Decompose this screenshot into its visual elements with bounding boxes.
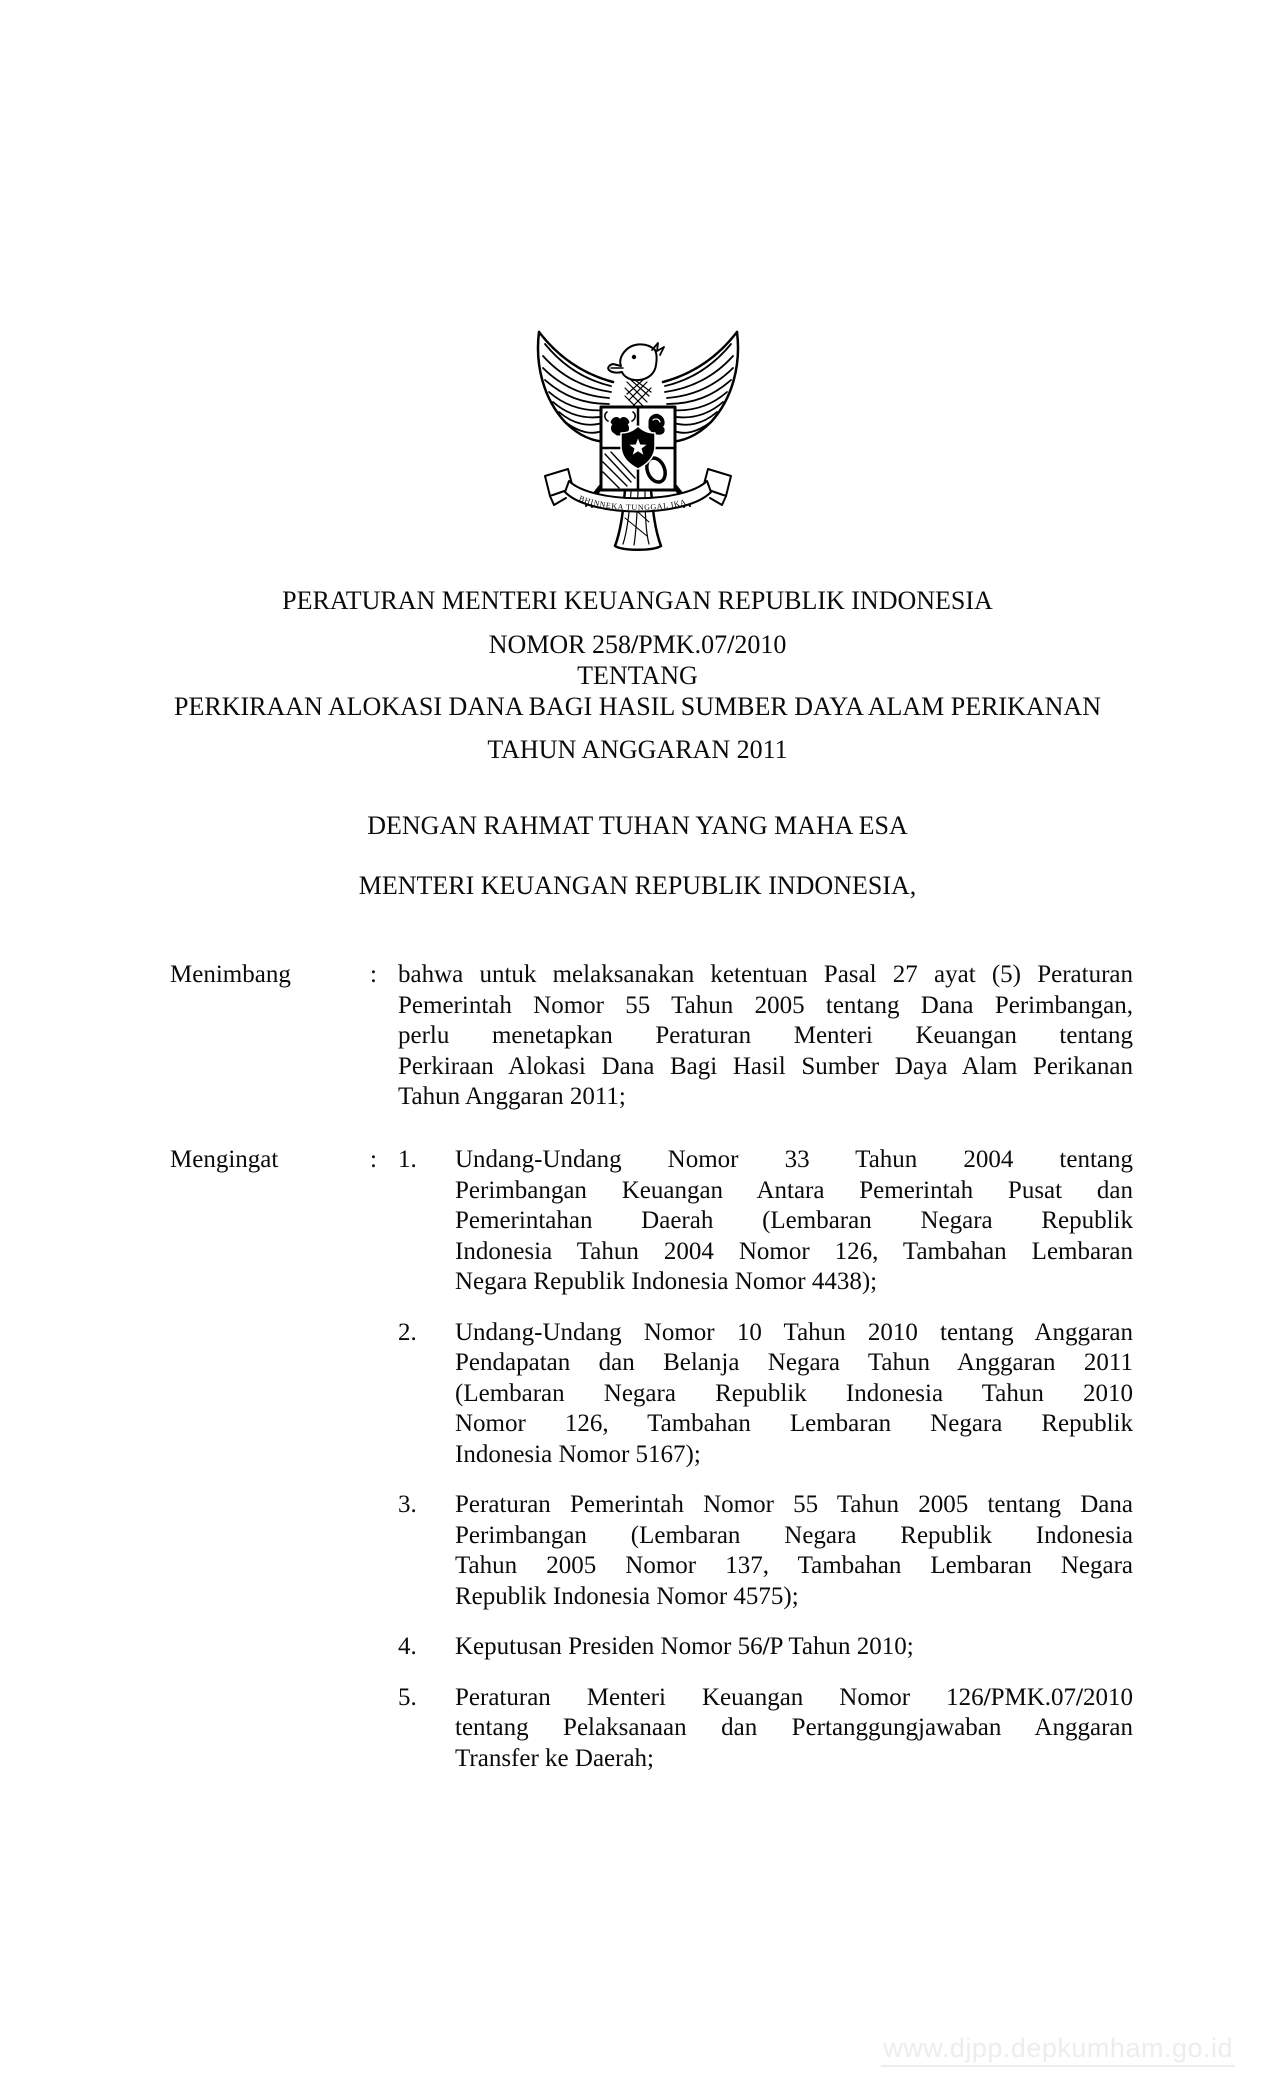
body-hatching xyxy=(625,380,651,408)
legal-basis-colon: : xyxy=(370,1146,377,1173)
text-line: Keputusan Presiden Nomor 56/P Tahun 2010; xyxy=(455,1633,914,1660)
item-text xyxy=(455,1632,1133,1663)
text-line: Transfer ke Daerah; xyxy=(455,1744,654,1772)
text-line: Tahun 2005 Nomor 137, Tambahan Lembaran Negara xyxy=(455,1552,1133,1579)
text-line: Indonesia Tahun 2004 Nomor 126, Tambahan Lembaran xyxy=(455,1237,1133,1265)
title-block xyxy=(0,585,1275,765)
item-number: 3. xyxy=(398,1491,417,1518)
considering-section xyxy=(170,960,1133,1113)
pancasila-shield xyxy=(601,407,675,490)
item-text xyxy=(455,1145,1133,1298)
text-line: Undang-Undang Nomor 33 Tahun 2004 tentang xyxy=(455,1146,1133,1173)
legal-basis-item-1 xyxy=(398,1145,1133,1298)
text-line: Tahun Anggaran 2011; xyxy=(398,1083,626,1110)
legal-basis-label: Mengingat xyxy=(170,1146,279,1173)
text-line: tentang Pelaksanaan dan Pertanggungjawaban Anggaran xyxy=(455,1714,1133,1741)
regulation-subject-line: PERKIRAAN ALOKASI DANA BAGI HASIL SUMBER DAYA ALAM PERIKANAN xyxy=(174,692,1101,721)
text-line: Pemerintahan Daerah (Lembaran Negara Republik xyxy=(455,1207,1133,1234)
legal-basis-section xyxy=(170,1145,1133,1774)
item-text xyxy=(455,1318,1133,1471)
item-text xyxy=(455,1490,1133,1612)
considering-label: Menimbang xyxy=(170,961,291,988)
text-line: Peraturan Pemerintah Nomor 55 Tahun 2005 tentang Dana xyxy=(455,1491,1133,1518)
text-line: Undang-Undang Nomor 10 Tahun 2010 tentang Anggaran xyxy=(455,1318,1133,1346)
emblem-motto-text: BHINNEKA TUNGGAL IKA xyxy=(577,493,688,513)
text-line: bahwa untuk melaksanakan ketentuan Pasal 27 ayat (5) Peraturan xyxy=(398,961,1133,988)
legal-basis-item-4 xyxy=(398,1632,1133,1663)
regulation-number-line: NOMOR 258/PMK.07/2010 xyxy=(488,630,787,659)
text-line: Indonesia Nomor 5167); xyxy=(455,1440,701,1468)
legal-basis-item-2 xyxy=(398,1318,1133,1471)
text-line: perlu menetapkan Peraturan Menteri Keuangan tentang xyxy=(398,1022,1133,1049)
text-line: Perimbangan Keuangan Antara Pemerintah Pusat dan xyxy=(455,1176,1133,1204)
text-line: Perimbangan (Lembaran Negara Republik Indonesia xyxy=(455,1521,1133,1549)
invocation-line: DENGAN RAHMAT TUHAN YANG MAHA ESA xyxy=(367,811,908,840)
item-number: 2. xyxy=(398,1318,417,1346)
legal-basis-list xyxy=(398,1145,1133,1774)
item-number: 5. xyxy=(398,1683,417,1711)
eagle-head xyxy=(608,343,664,380)
item-text xyxy=(455,1683,1133,1775)
authority-line: MENTERI KEUANGAN REPUBLIK INDONESIA, xyxy=(358,871,917,900)
watermark-url: www.djpp.depkumham.go.id xyxy=(881,2034,1235,2067)
legal-basis-item-5 xyxy=(398,1683,1133,1775)
fiscal-year-line: TAHUN ANGGARAN 2011 xyxy=(487,735,788,764)
text-line: Pemerintah Nomor 55 Tahun 2005 tentang Dana Perimbangan, xyxy=(398,991,1133,1019)
text-line: Pendapatan dan Belanja Negara Tahun Anggaran 2011 xyxy=(455,1349,1133,1376)
considering-text xyxy=(398,960,1133,1113)
item-number: 1. xyxy=(398,1146,417,1173)
text-line: (Lembaran Negara Republik Indonesia Tahun 2010 xyxy=(455,1379,1133,1407)
item-number: 4. xyxy=(398,1633,417,1660)
text-line: Perkiraan Alokasi Dana Bagi Hasil Sumber Daya Alam Perikanan xyxy=(398,1052,1133,1080)
considering-colon: : xyxy=(370,961,377,988)
text-line: Nomor 126, Tambahan Lembaran Negara Republik xyxy=(455,1410,1133,1437)
garuda-pancasila-emblem xyxy=(535,330,741,553)
tentang-line: TENTANG xyxy=(577,661,698,690)
text-line: Peraturan Menteri Keuangan Nomor 126/PMK.07/2010 xyxy=(455,1683,1133,1711)
legal-basis-item-3 xyxy=(398,1490,1133,1612)
text-line: Negara Republik Indonesia Nomor 4438); xyxy=(455,1268,878,1295)
text-line: Republik Indonesia Nomor 4575); xyxy=(455,1582,799,1610)
regulation-title-line: PERATURAN MENTERI KEUANGAN REPUBLIK INDONESIA xyxy=(282,586,993,615)
